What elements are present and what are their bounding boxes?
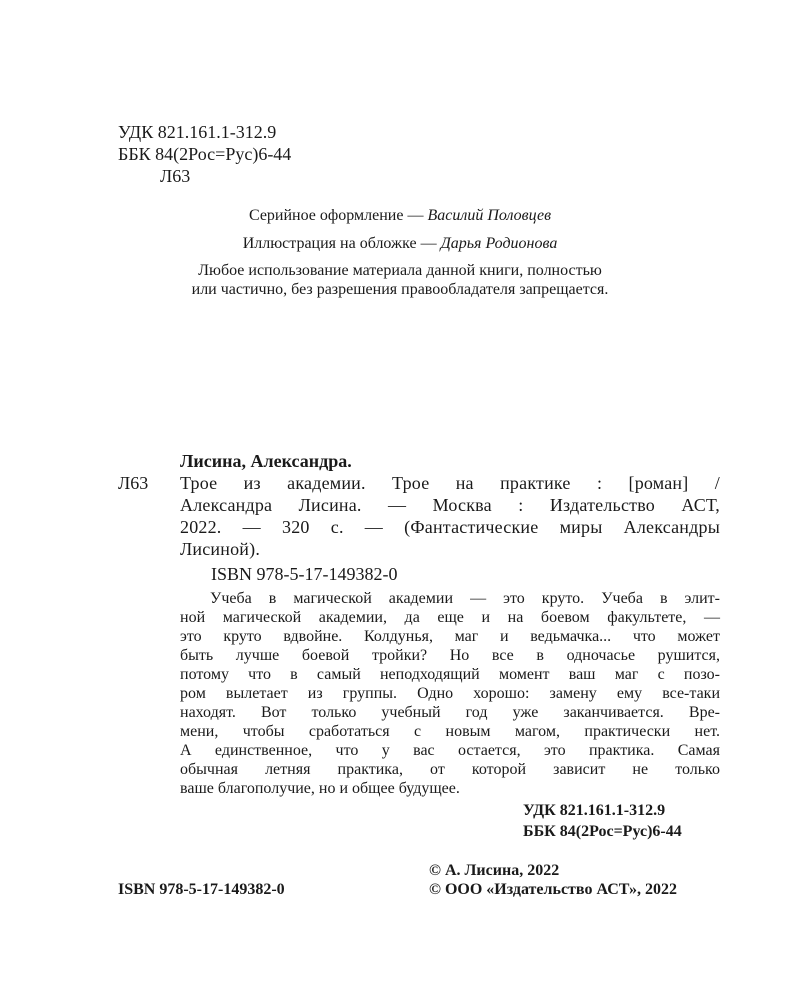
record-title-line: Александра Лисина. — Москва : Издательство АСТ, bbox=[180, 495, 720, 515]
annotation bbox=[180, 589, 720, 798]
series-design-credit bbox=[0, 206, 800, 225]
cover-illustrator-name: Дарья Родионова bbox=[440, 235, 558, 252]
record-bbk-code: ББК 84(2Рос=Рус)6-44 bbox=[523, 823, 682, 840]
series-design-label: Серийное оформление — bbox=[248, 207, 424, 224]
author-heading: Лисина, Александра. bbox=[180, 451, 352, 471]
annotation-line: ром вылетает из группы. Одно хорошо: замену ему все-таки bbox=[180, 685, 720, 702]
record-title-line: 2022. — 320 с. — (Фантастические миры Александры bbox=[180, 517, 720, 537]
bbk-code: ББК 84(2Рос=Рус)6-44 bbox=[118, 144, 292, 164]
record-title-block bbox=[180, 472, 720, 560]
cover-illustration-label: Иллюстрация на обложке — bbox=[242, 235, 437, 252]
annotation-line: это круто вдвойне. Колдунья, маг и ведьмачка... что может bbox=[180, 628, 720, 645]
record-title-line: Трое из академии. Трое на практике : [роман] / bbox=[180, 473, 720, 493]
copyright-notice-line: или частично, без разрешения правообладателя запрещается. bbox=[191, 281, 609, 298]
annotation-line: быть лучше боевой тройки? Но все в одночасье рушится, bbox=[180, 647, 720, 664]
copyright-publisher: © ООО «Издательство АСТ», 2022 bbox=[429, 881, 678, 898]
annotation-line: мени, чтобы сработаться с новым магом, практически нет. bbox=[180, 723, 720, 740]
annotation-line: потому что в самый неподходящий момент ваш маг с позо- bbox=[180, 666, 720, 683]
annotation-line: находят. Вот только учебный год уже заканчивается. Вре- bbox=[180, 704, 720, 721]
record-author-mark: Л63 bbox=[118, 473, 149, 493]
udk-code: УДК 821.161.1-312.9 bbox=[118, 122, 277, 142]
annotation-line: обычная летняя практика, от которой зависит не только bbox=[180, 761, 720, 778]
annotation-line: А единственное, что у вас остается, это практика. Самая bbox=[180, 742, 720, 759]
copyright-author: © А. Лисина, 2022 bbox=[429, 862, 560, 879]
annotation-line: Учеба в магической академии — это круто. Учеба в элит- bbox=[210, 590, 720, 607]
record-title-line: Лисиной). bbox=[180, 539, 261, 559]
record-isbn: ISBN 978-5-17-149382-0 bbox=[211, 564, 398, 584]
author-mark: Л63 bbox=[160, 166, 191, 186]
annotation-line: ной магической академии, да еще и на боевом факультете, — bbox=[180, 609, 720, 626]
record-udk-code: УДК 821.161.1-312.9 bbox=[523, 802, 666, 819]
copyright-notice-line: Любое использование материала данной книги, полностью bbox=[198, 262, 602, 279]
footer-isbn: ISBN 978-5-17-149382-0 bbox=[118, 881, 285, 898]
cover-illustration-credit bbox=[0, 234, 800, 253]
annotation-line: ваше благополучие, но и общее будущее. bbox=[180, 780, 460, 797]
series-designer-name: Василий Половцев bbox=[427, 207, 552, 224]
